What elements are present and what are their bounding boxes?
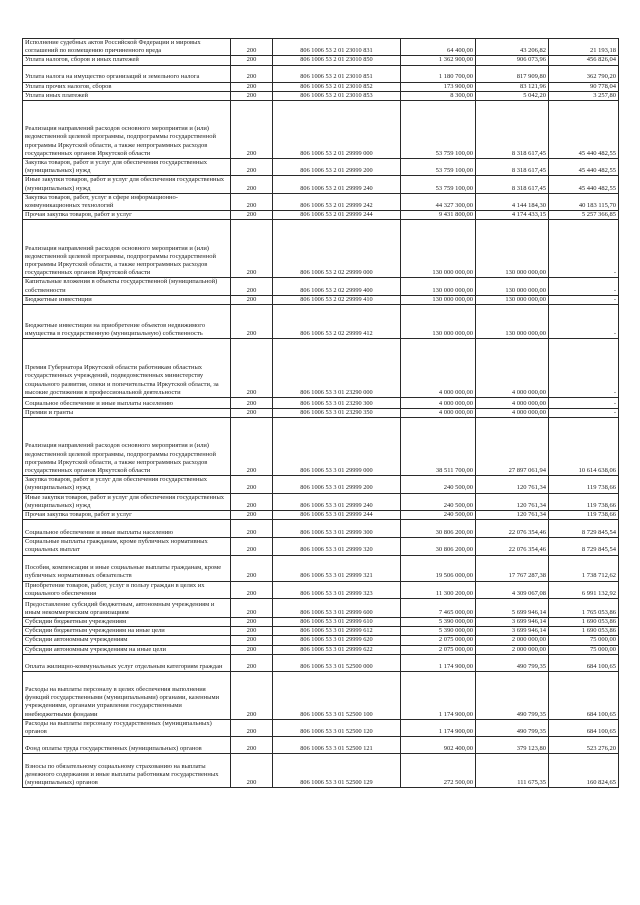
row-plan: 1 174 900,00: [401, 654, 476, 671]
row-code: 200: [231, 476, 273, 493]
row-plan: 902 400,00: [401, 737, 476, 754]
row-code: 200: [231, 654, 273, 671]
row-plan: 4 000 000,00: [401, 339, 476, 398]
table-row: [23, 636, 619, 645]
row-rest: 362 790,20: [549, 65, 619, 82]
row-done: 4 174 433,15: [476, 211, 549, 220]
row-done: 817 909,80: [476, 65, 549, 82]
row-kbk: 806 1006 53 3 01 23290 350: [273, 409, 401, 418]
row-name: Закупка товаров, работ и услуг для обеспечения государственных (муниципальных) нужд: [23, 159, 231, 176]
row-rest: 684 100,65: [549, 719, 619, 736]
row-plan: 9 431 800,00: [401, 211, 476, 220]
row-done: 490 799,35: [476, 654, 549, 671]
row-rest: -: [549, 305, 619, 339]
row-rest: 6 991 132,92: [549, 581, 619, 598]
row-rest: -: [549, 295, 619, 304]
table-row: [23, 65, 619, 82]
table-row: [23, 101, 619, 159]
row-code: 200: [231, 295, 273, 304]
row-done: 8 318 617,45: [476, 176, 549, 193]
row-done: 3 699 946,14: [476, 627, 549, 636]
table-row: [23, 56, 619, 65]
row-plan: 38 511 700,00: [401, 418, 476, 476]
row-name: Фонд оплаты труда государственных (муниципальных) органов: [23, 737, 231, 754]
row-rest: 3 257,80: [549, 91, 619, 100]
row-rest: 1 690 053,86: [549, 627, 619, 636]
row-kbk: 806 1006 53 3 01 52500 129: [273, 754, 401, 788]
table-row: [23, 511, 619, 520]
row-code: 200: [231, 339, 273, 398]
row-code: 200: [231, 101, 273, 159]
row-plan: 8 300,00: [401, 91, 476, 100]
row-rest: 8 729 845,54: [549, 520, 619, 538]
row-code: 200: [231, 91, 273, 100]
table-row: [23, 82, 619, 91]
row-plan: 5 390 000,00: [401, 618, 476, 627]
row-kbk: 806 1006 53 2 01 29999 244: [273, 211, 401, 220]
table-row: [23, 737, 619, 754]
table-row: [23, 295, 619, 304]
row-rest: 10 614 638,06: [549, 418, 619, 476]
row-code: 200: [231, 82, 273, 91]
row-plan: 4 000 000,00: [401, 409, 476, 418]
row-code: 200: [231, 211, 273, 220]
table-row: [23, 671, 619, 719]
row-rest: 456 826,04: [549, 56, 619, 65]
row-plan: 240 500,00: [401, 511, 476, 520]
row-plan: 30 806 200,00: [401, 520, 476, 538]
row-name: Субсидии автономным учреждениям на иные цели: [23, 645, 231, 654]
row-rest: 45 440 482,55: [549, 101, 619, 159]
row-plan: 7 465 000,00: [401, 599, 476, 618]
row-name: Социальное обеспечение и иные выплаты населению: [23, 520, 231, 538]
row-name: Оплата жилищно-коммунальных услуг отдельным категориям граждан: [23, 654, 231, 671]
table-row: [23, 654, 619, 671]
row-kbk: 806 1006 53 2 01 23010 852: [273, 82, 401, 91]
row-done: 8 318 617,45: [476, 101, 549, 159]
row-rest: 1 738 712,62: [549, 555, 619, 581]
row-code: 200: [231, 493, 273, 510]
row-code: 200: [231, 645, 273, 654]
row-kbk: 806 1006 53 3 01 29999 620: [273, 636, 401, 645]
table-row: [23, 159, 619, 176]
row-name: Закупка товаров, работ, услуг в сфере информационно-коммуникационных технологий: [23, 193, 231, 210]
expenditure-table: [22, 38, 619, 788]
table-row: [23, 305, 619, 339]
row-plan: 240 500,00: [401, 493, 476, 510]
row-rest: 160 824,65: [549, 754, 619, 788]
row-done: 120 761,34: [476, 511, 549, 520]
row-plan: 1 180 700,00: [401, 65, 476, 82]
row-rest: 75 000,00: [549, 645, 619, 654]
row-plan: 173 900,00: [401, 82, 476, 91]
row-done: 120 761,34: [476, 493, 549, 510]
row-code: 200: [231, 176, 273, 193]
row-done: 130 000 000,00: [476, 278, 549, 295]
table-row: [23, 581, 619, 598]
row-plan: 30 806 200,00: [401, 538, 476, 555]
row-plan: 53 759 100,00: [401, 176, 476, 193]
row-name: Премия Губернатора Иркутской области работникам областных государственных учреждений, подведомственных министерству социального развития, опеки и попечительства Иркутской области, за высокие достижения в профессиональной деятельности: [23, 339, 231, 398]
row-code: 200: [231, 65, 273, 82]
table-row: [23, 754, 619, 788]
row-name: Расходы на выплаты персоналу государственных (муниципальных) органов: [23, 719, 231, 736]
table-row: [23, 599, 619, 618]
row-code: 200: [231, 511, 273, 520]
table-row: [23, 91, 619, 100]
row-rest: 8 729 845,54: [549, 538, 619, 555]
row-rest: -: [549, 339, 619, 398]
row-name: Прочая закупка товаров, работ и услуг: [23, 211, 231, 220]
row-name: Предоставление субсидий бюджетным, автономным учреждениям и иным некоммерческим организациям: [23, 599, 231, 618]
row-name: Иные закупки товаров, работ и услуг для обеспечения государственных (муниципальных) нужд: [23, 493, 231, 510]
row-kbk: 806 1006 53 3 01 29999 320: [273, 538, 401, 555]
row-name: Капитальные вложения в объекты государственной (муниципальной) собственности: [23, 278, 231, 295]
row-kbk: 806 1006 53 2 01 23010 831: [273, 39, 401, 56]
table-row: [23, 719, 619, 736]
row-kbk: 806 1006 53 3 01 52500 100: [273, 671, 401, 719]
table-row: [23, 39, 619, 56]
row-code: 200: [231, 398, 273, 409]
row-kbk: 806 1006 53 3 01 29999 300: [273, 520, 401, 538]
row-done: 8 318 617,45: [476, 159, 549, 176]
row-kbk: 806 1006 53 3 01 23290 000: [273, 339, 401, 398]
row-name: Расходы на выплаты персоналу в целях обеспечения выполнения функций государственными (муниципальными) органами, казенными учреждениями, органами управления государственными внебюджетными фондами: [23, 671, 231, 719]
row-done: 4 144 184,30: [476, 193, 549, 210]
row-code: 200: [231, 719, 273, 736]
row-rest: -: [549, 398, 619, 409]
row-kbk: 806 1006 53 3 01 23290 300: [273, 398, 401, 409]
table-row: [23, 278, 619, 295]
table-row: [23, 176, 619, 193]
row-rest: 523 276,20: [549, 737, 619, 754]
row-code: 200: [231, 627, 273, 636]
table-row: [23, 193, 619, 210]
row-kbk: 806 1006 53 2 01 29999 000: [273, 101, 401, 159]
row-name: Бюджетные инвестиции: [23, 295, 231, 304]
row-kbk: 806 1006 53 3 01 29999 612: [273, 627, 401, 636]
row-name: Исполнение судебных актов Российской Федерации и мировых соглашений по возмещению причиненного вреда: [23, 39, 231, 56]
row-name: Уплата налогов, сборов и иных платежей: [23, 56, 231, 65]
row-kbk: 806 1006 53 3 01 29999 244: [273, 511, 401, 520]
row-done: 111 675,35: [476, 754, 549, 788]
row-plan: 4 000 000,00: [401, 398, 476, 409]
row-plan: 1 174 900,00: [401, 719, 476, 736]
table-row: [23, 398, 619, 409]
row-rest: 90 778,04: [549, 82, 619, 91]
row-done: 3 699 946,14: [476, 618, 549, 627]
row-kbk: 806 1006 53 3 01 52500 121: [273, 737, 401, 754]
row-rest: 21 193,18: [549, 39, 619, 56]
row-name: Субсидии бюджетным учреждениям на иные цели: [23, 627, 231, 636]
row-plan: 240 500,00: [401, 476, 476, 493]
row-rest: 684 100,65: [549, 654, 619, 671]
row-done: 490 799,35: [476, 671, 549, 719]
row-done: 4 000 000,00: [476, 339, 549, 398]
table-row: [23, 627, 619, 636]
row-code: 200: [231, 671, 273, 719]
row-name: Реализация направлений расходов основного мероприятия и (или) ведомственной целевой программы, подпрограммы государственной программы Иркутской области, а также непрограммных расходов государственных органов Иркутской области: [23, 220, 231, 278]
row-done: 2 000 000,00: [476, 636, 549, 645]
row-code: 200: [231, 56, 273, 65]
row-name: Уплата иных платежей: [23, 91, 231, 100]
row-done: 5 699 946,14: [476, 599, 549, 618]
row-plan: 5 390 000,00: [401, 627, 476, 636]
row-plan: 53 759 100,00: [401, 159, 476, 176]
row-name: Субсидии бюджетным учреждениям: [23, 618, 231, 627]
row-done: 379 123,80: [476, 737, 549, 754]
table-row: [23, 555, 619, 581]
row-code: 200: [231, 418, 273, 476]
row-plan: 130 000 000,00: [401, 295, 476, 304]
row-kbk: 806 1006 53 2 02 29999 412: [273, 305, 401, 339]
row-kbk: 806 1006 53 2 02 29999 000: [273, 220, 401, 278]
row-kbk: 806 1006 53 3 01 29999 000: [273, 418, 401, 476]
row-code: 200: [231, 555, 273, 581]
row-kbk: 806 1006 53 2 02 29999 410: [273, 295, 401, 304]
row-rest: 119 738,66: [549, 511, 619, 520]
row-kbk: 806 1006 53 3 01 52500 000: [273, 654, 401, 671]
row-done: 22 076 354,46: [476, 520, 549, 538]
row-name: Реализация направлений расходов основного мероприятия и (или) ведомственной целевой программы, подпрограммы государственной программы Иркутской области, а также непрограммных расходов государственных органов Иркутской области: [23, 418, 231, 476]
row-name: Реализация направлений расходов основного мероприятия и (или) ведомственной целевой программы, подпрограммы государственной программы Иркутской области, а также непрограммных расходов государственных органов Иркутской области: [23, 101, 231, 159]
row-code: 200: [231, 159, 273, 176]
row-rest: 119 738,66: [549, 476, 619, 493]
row-code: 200: [231, 581, 273, 598]
row-rest: -: [549, 278, 619, 295]
row-code: 200: [231, 305, 273, 339]
row-kbk: 806 1006 53 2 01 23010 853: [273, 91, 401, 100]
row-plan: 130 000 000,00: [401, 278, 476, 295]
row-done: 490 799,35: [476, 719, 549, 736]
table-row: [23, 211, 619, 220]
row-rest: 75 000,00: [549, 636, 619, 645]
row-kbk: 806 1006 53 2 01 23010 850: [273, 56, 401, 65]
row-done: 2 000 000,00: [476, 645, 549, 654]
table-row: [23, 618, 619, 627]
row-name: Социальные выплаты гражданам, кроме публичных нормативных социальных выплат: [23, 538, 231, 555]
row-done: 4 000 000,00: [476, 409, 549, 418]
row-code: 200: [231, 278, 273, 295]
row-name: Иные закупки товаров, работ и услуг для обеспечения государственных (муниципальных) нужд: [23, 176, 231, 193]
row-done: 4 309 067,08: [476, 581, 549, 598]
table-row: [23, 476, 619, 493]
row-code: 200: [231, 220, 273, 278]
row-name: Пособия, компенсации и иные социальные выплаты гражданам, кроме публичных нормативных обязательств: [23, 555, 231, 581]
row-rest: 1 765 053,86: [549, 599, 619, 618]
row-kbk: 806 1006 53 2 01 29999 240: [273, 176, 401, 193]
row-name: Премии и гранты: [23, 409, 231, 418]
row-done: 906 073,96: [476, 56, 549, 65]
row-rest: 40 183 115,70: [549, 193, 619, 210]
row-code: 200: [231, 754, 273, 788]
row-done: 22 076 354,46: [476, 538, 549, 555]
row-done: 130 000 000,00: [476, 220, 549, 278]
row-done: 130 000 000,00: [476, 305, 549, 339]
row-name: Прочая закупка товаров, работ и услуг: [23, 511, 231, 520]
row-kbk: 806 1006 53 3 01 29999 240: [273, 493, 401, 510]
row-plan: 2 075 000,00: [401, 636, 476, 645]
row-kbk: 806 1006 53 2 02 29999 400: [273, 278, 401, 295]
row-code: 200: [231, 599, 273, 618]
row-plan: 11 300 200,00: [401, 581, 476, 598]
row-name: Уплата прочих налогов, сборов: [23, 82, 231, 91]
row-rest: 1 690 053,86: [549, 618, 619, 627]
row-code: 200: [231, 409, 273, 418]
row-kbk: 806 1006 53 3 01 29999 200: [273, 476, 401, 493]
table-row: [23, 339, 619, 398]
row-kbk: 806 1006 53 3 01 29999 622: [273, 645, 401, 654]
row-code: 200: [231, 193, 273, 210]
row-code: 200: [231, 520, 273, 538]
row-code: 200: [231, 39, 273, 56]
row-name: Субсидии автономным учреждениям: [23, 636, 231, 645]
row-done: 17 767 287,38: [476, 555, 549, 581]
row-plan: 64 400,00: [401, 39, 476, 56]
table-row: [23, 493, 619, 510]
row-done: 5 042,20: [476, 91, 549, 100]
row-done: 120 761,34: [476, 476, 549, 493]
row-kbk: 806 1006 53 2 01 29999 242: [273, 193, 401, 210]
row-done: 130 000 000,00: [476, 295, 549, 304]
row-plan: 44 327 300,00: [401, 193, 476, 210]
row-code: 200: [231, 737, 273, 754]
row-rest: 684 100,65: [549, 671, 619, 719]
row-kbk: 806 1006 53 3 01 29999 321: [273, 555, 401, 581]
row-name: Приобретение товаров, работ, услуг в пользу граждан в целях их социального обеспечения: [23, 581, 231, 598]
row-name: Взносы по обязательному социальному страхованию на выплаты денежного содержания и иные выплаты работникам государственных (муниципальных) органов: [23, 754, 231, 788]
row-kbk: 806 1006 53 2 01 29999 200: [273, 159, 401, 176]
row-kbk: 806 1006 53 3 01 29999 323: [273, 581, 401, 598]
row-name: Бюджетные инвестиции на приобретение объектов недвижимого имущества в государственную (муниципальную) собственность: [23, 305, 231, 339]
row-kbk: 806 1006 53 3 01 52500 120: [273, 719, 401, 736]
row-name: Социальное обеспечение и иные выплаты населению: [23, 398, 231, 409]
row-name: Закупка товаров, работ и услуг для обеспечения государственных (муниципальных) нужд: [23, 476, 231, 493]
row-rest: 45 440 482,55: [549, 176, 619, 193]
row-rest: -: [549, 409, 619, 418]
row-plan: 1 362 900,00: [401, 56, 476, 65]
table-row: [23, 645, 619, 654]
row-rest: 119 738,66: [549, 493, 619, 510]
table-row: [23, 409, 619, 418]
row-plan: 130 000 000,00: [401, 220, 476, 278]
row-done: 4 000 000,00: [476, 398, 549, 409]
table-row: [23, 538, 619, 555]
row-plan: 1 174 900,00: [401, 671, 476, 719]
row-plan: 19 506 000,00: [401, 555, 476, 581]
row-code: 200: [231, 636, 273, 645]
row-rest: -: [549, 220, 619, 278]
table-row: [23, 418, 619, 476]
row-plan: 53 759 100,00: [401, 101, 476, 159]
table-row: [23, 220, 619, 278]
row-code: 200: [231, 538, 273, 555]
row-done: 83 121,96: [476, 82, 549, 91]
row-kbk: 806 1006 53 3 01 29999 610: [273, 618, 401, 627]
row-plan: 2 075 000,00: [401, 645, 476, 654]
row-rest: 5 257 366,85: [549, 211, 619, 220]
row-kbk: 806 1006 53 3 01 29999 600: [273, 599, 401, 618]
row-name: Уплата налога на имущество организаций и земельного налога: [23, 65, 231, 82]
row-code: 200: [231, 618, 273, 627]
row-plan: 130 000 000,00: [401, 305, 476, 339]
row-kbk: 806 1006 53 2 01 23010 851: [273, 65, 401, 82]
row-done: 27 897 061,94: [476, 418, 549, 476]
table-row: [23, 520, 619, 538]
row-plan: 272 500,00: [401, 754, 476, 788]
row-done: 43 206,82: [476, 39, 549, 56]
row-rest: 45 440 482,55: [549, 159, 619, 176]
